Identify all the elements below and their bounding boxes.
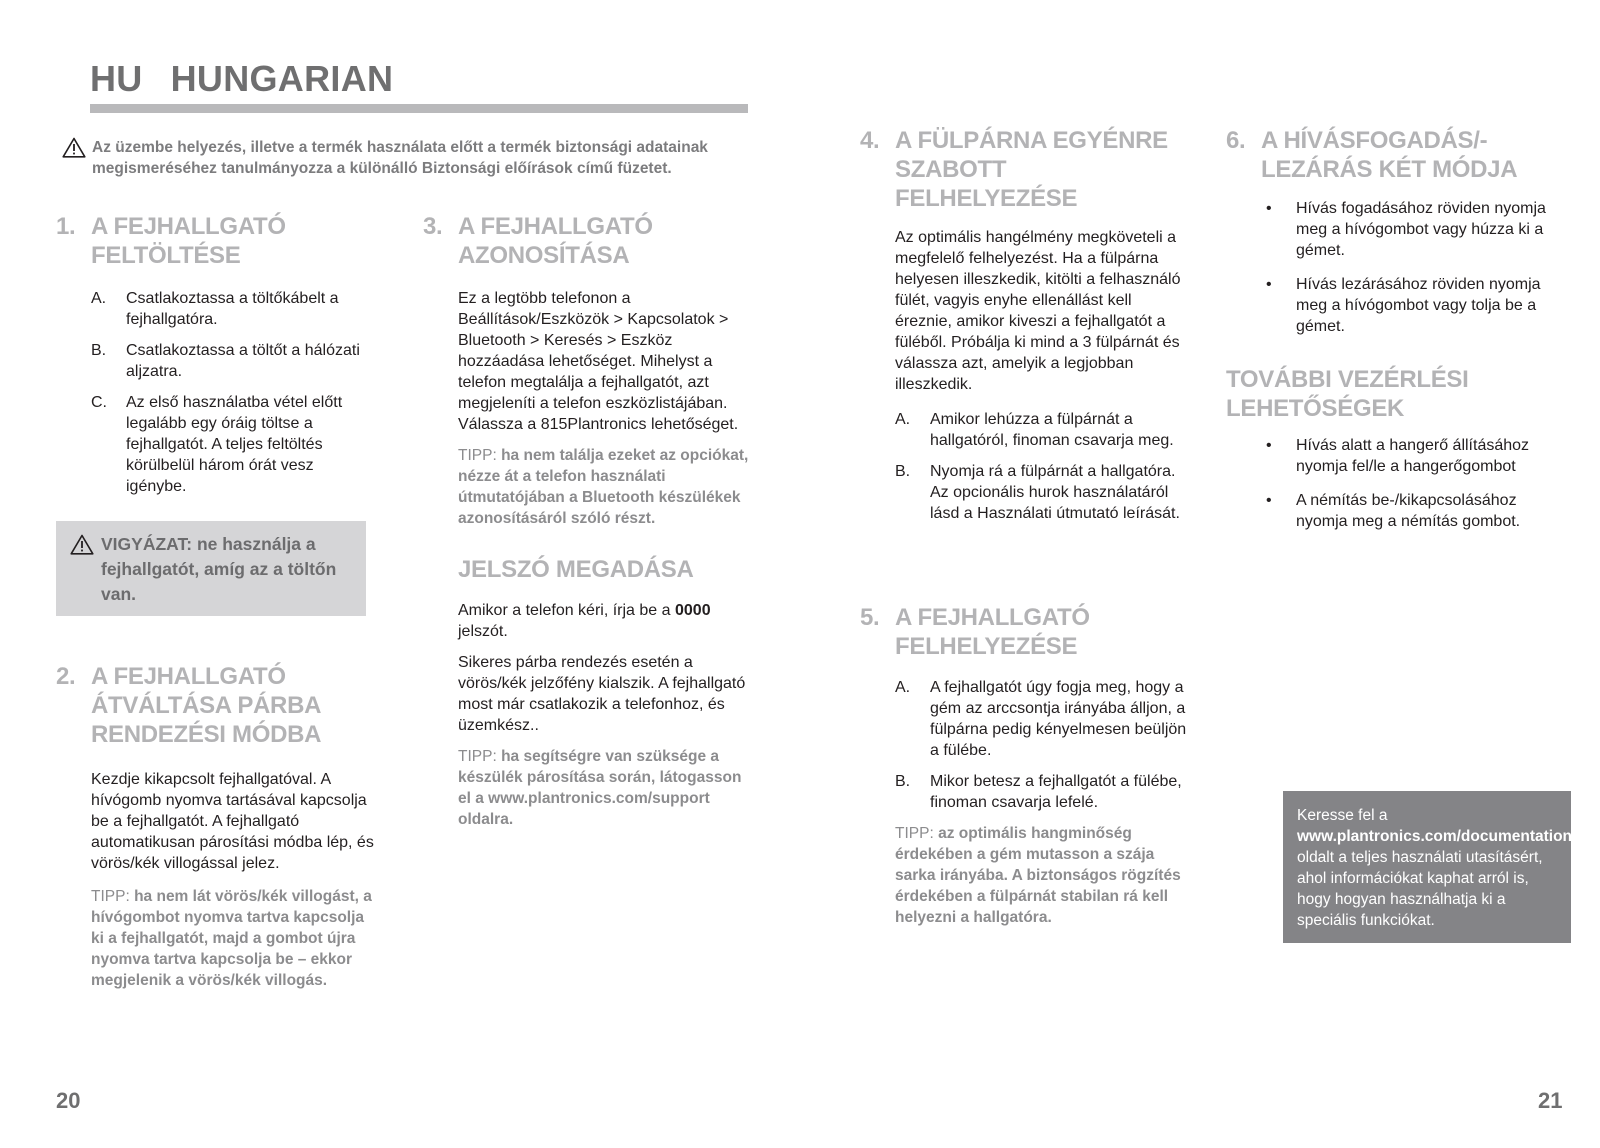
warning-triangle-icon xyxy=(70,534,94,555)
step-text: A fejhallgatót úgy fogja meg, hogy a gém az arccsontja irányába álljon, a fülpárna pedig kényelmesen beüljön a fülébe. xyxy=(930,679,1187,759)
wearing-steps xyxy=(895,677,1190,813)
call-bullets xyxy=(1261,198,1556,337)
tip-message: az optimális hangminőség érdekében a gém mutasson a szája sarka irányába. A biztonságos rögzítés érdekében a fülpárnát stabilan rá kell helyezni a hallgatóra. xyxy=(895,825,1181,926)
documentation-link[interactable]: www.plantronics.com/documentation xyxy=(1297,828,1573,845)
step-item xyxy=(895,677,1190,761)
section-title: A FEJHALLGATÓ AZONOSÍTÁSA xyxy=(458,213,653,269)
section-number: 2. xyxy=(56,663,76,690)
caution-box xyxy=(56,521,366,616)
section-body: Az optimális hangélmény megköveteli a megfelelő felhelyezést. Ha a fülpárna helyesen illeszkedik, kitölti a felhasználó fülét, vagyis enyhe ellenállást kell éreznie, amikor kiveszi a fejhallgatót a füléből. Próbálja ki mind a 3 fülpárnát és válassza azt, amelyik a legjobban illeszkedik. xyxy=(895,229,1181,393)
section-3-heading xyxy=(423,212,753,270)
step-item xyxy=(91,340,376,382)
step-letter: B. xyxy=(895,463,911,480)
section-number: 6. xyxy=(1226,127,1246,154)
column-4 xyxy=(1226,126,1556,545)
section-2-heading xyxy=(56,662,376,749)
eartip-steps xyxy=(895,409,1190,524)
section-1-heading xyxy=(56,212,376,270)
password-body xyxy=(458,600,753,642)
column-2 xyxy=(423,212,753,830)
password-code: 0000 xyxy=(675,602,711,619)
bullet-item xyxy=(1261,198,1556,261)
tip-message: ha segítségre van szüksége a készülék párosítása során, látogasson el a www.plantronics.com/support oldalra. xyxy=(458,748,742,828)
section-4-heading xyxy=(860,126,1190,213)
bullet-item xyxy=(1261,435,1556,477)
tip-label: TIPP: xyxy=(895,825,934,842)
tip-message: ha nem lát vörös/kék villogást, a hívógombot nyomva tartva kapcsolja ki a fejhallgatót, majd a gombot újra nyomva tartva kapcsolja be – ekkor megjelenik a vörös/kék villogás. xyxy=(91,888,372,989)
caution-label: VIGYÁZAT: xyxy=(101,534,193,554)
tip-label: TIPP: xyxy=(91,888,130,905)
section-6-heading xyxy=(1226,126,1556,184)
section-title: A HÍVÁSFOGADÁS/- LEZÁRÁS KÉT MÓDJA xyxy=(1261,127,1518,183)
section-body: Kezdje kikapcsolt fejhallgatóval. A hívógomb nyomva tartásával kapcsolja be a fejhallgatót. A fejhallgató automatikusan párosítási módba lép, és vörös/kék villogással jelez. xyxy=(91,771,374,872)
column-1 xyxy=(56,212,376,507)
safety-notice xyxy=(62,137,742,179)
step-item xyxy=(895,409,1190,451)
step-item xyxy=(91,288,376,330)
section-title: A FEJHALLGATÓ FELHELYEZÉSE xyxy=(895,604,1090,660)
page-number-left: 20 xyxy=(56,1088,81,1113)
step-text: Nyomja rá a fülpárnát a hallgatóra. Az opcionális hurok használatáról lásd a Használati útmutató leírását. xyxy=(930,463,1180,522)
password-heading: JELSZÓ MEGADÁSA xyxy=(458,556,694,583)
title-underline-bar xyxy=(90,104,748,113)
step-item xyxy=(895,461,1190,524)
password-text-post: jelszót. xyxy=(458,623,508,640)
pairing-success-text: Sikeres párba rendezés esetén a vörös/kék jelzőfény kialszik. A fejhallgató most már csatlakozik a telefonhoz, és üzemkész.. xyxy=(458,654,746,734)
language-name: HUNGARIAN xyxy=(170,58,394,99)
tip-message: ha nem találja ezeket az opciókat, nézze át a telefon használati útmutatójában a Bluetooth készülékek azonosításáról szóló részt. xyxy=(458,447,749,527)
section-number: 1. xyxy=(56,213,76,240)
section-title: A FEJHALLGATÓ FELTÖLTÉSE xyxy=(91,213,286,269)
section-title: A FÜLPÁRNA EGYÉNRE SZABOTT FELHELYEZÉSE xyxy=(895,127,1168,212)
step-item xyxy=(895,771,1190,813)
bullet-dot-icon: • xyxy=(1266,437,1272,454)
bullet-item xyxy=(1261,490,1556,532)
more-controls-heading: TOVÁBBI VEZÉRLÉSI LEHETŐSÉGEK xyxy=(1226,366,1469,422)
section-5 xyxy=(860,603,1190,928)
bullet-dot-icon: • xyxy=(1266,276,1272,293)
step-letter: C. xyxy=(91,394,107,411)
documentation-info-box xyxy=(1283,791,1571,943)
bullet-text: Hívás alatt a hangerő állításához nyomja fel/le a hangerőgombot xyxy=(1296,437,1530,475)
password-text-pre: Amikor a telefon kéri, írja be a xyxy=(458,602,671,619)
section-number: 3. xyxy=(423,213,443,240)
bullet-dot-icon: • xyxy=(1266,492,1272,509)
step-letter: B. xyxy=(91,342,107,359)
section-body: Ez a legtöbb telefonon a Beállítások/Eszközök > Kapcsolatok > Bluetooth > Keresés > Eszköz hozzáadása lehetőséget. Mihelyst a telefon megtalálja a fejhallgatót, azt megjeleníti a telefon eszközlistájában. Válassza a 815Plantronics lehetőséget. xyxy=(458,290,739,433)
section-title: A FEJHALLGATÓ ÁTVÁLTÁSA PÁRBA RENDEZÉSI MÓDBA xyxy=(91,663,322,748)
tip-text xyxy=(458,746,753,830)
tip-text xyxy=(91,886,376,991)
section-2 xyxy=(56,662,376,991)
more-controls-bullets xyxy=(1261,435,1556,532)
step-letter: B. xyxy=(895,773,911,790)
step-letter: A. xyxy=(91,290,107,307)
info-text-pre: Keresse fel a xyxy=(1297,807,1388,824)
info-text-post: oldalt a teljes használati utasításért, ahol információkat kaphat arról is, hogy hogyan használhatja ki a speciális funkciókat. xyxy=(1297,849,1543,929)
page-number-right: 21 xyxy=(1538,1088,1563,1113)
tip-label: TIPP: xyxy=(458,447,497,464)
step-text: Csatlakoztassa a töltőt a hálózati aljzatra. xyxy=(126,342,360,380)
step-text: Az első használatba vétel előtt legalább egy óráig töltse a fejhallgatót. A teljes feltöltés körülbelül három órát vesz igénybe. xyxy=(126,394,343,495)
column-3 xyxy=(860,126,1190,534)
section-5-heading xyxy=(860,603,1190,661)
step-text: Amikor lehúzza a fülpárnát a hallgatóról, finoman csavarja meg. xyxy=(930,411,1174,449)
bullet-text: Hívás fogadásához röviden nyomja meg a hívógombot vagy húzza ki a gémet. xyxy=(1296,200,1546,259)
caution-text xyxy=(101,532,352,607)
language-code: HU xyxy=(90,58,143,99)
safety-notice-text: Az üzembe helyezés, illetve a termék használata előtt a termék biztonsági adatainak megismeréséhez tanulmányozza a különálló Biztonsági előírások című füzetet. xyxy=(92,139,708,177)
bullet-item xyxy=(1261,274,1556,337)
section-number: 4. xyxy=(860,127,880,154)
charging-steps xyxy=(91,288,376,497)
tip-text xyxy=(458,445,753,529)
caution-message: ne használja a fejhallgatót, amíg az a töltőn van. xyxy=(101,534,337,604)
section-number: 5. xyxy=(860,604,880,631)
bullet-dot-icon: • xyxy=(1266,200,1272,217)
step-letter: A. xyxy=(895,411,911,428)
tip-label: TIPP: xyxy=(458,748,497,765)
step-item xyxy=(91,392,376,497)
bullet-text: A némítás be-/kikapcsolásához nyomja meg a némítás gombot. xyxy=(1296,492,1521,530)
step-text: Csatlakoztassa a töltőkábelt a fejhallgatóra. xyxy=(126,290,339,328)
tip-text xyxy=(895,823,1190,928)
step-text: Mikor betesz a fejhallgatót a fülébe, finoman csavarja lefelé. xyxy=(930,773,1182,811)
page-title xyxy=(90,58,393,100)
step-letter: A. xyxy=(895,679,911,696)
bullet-text: Hívás lezárásához röviden nyomja meg a hívógombot vagy tolja be a gémet. xyxy=(1296,276,1541,335)
warning-triangle-icon xyxy=(62,137,86,158)
